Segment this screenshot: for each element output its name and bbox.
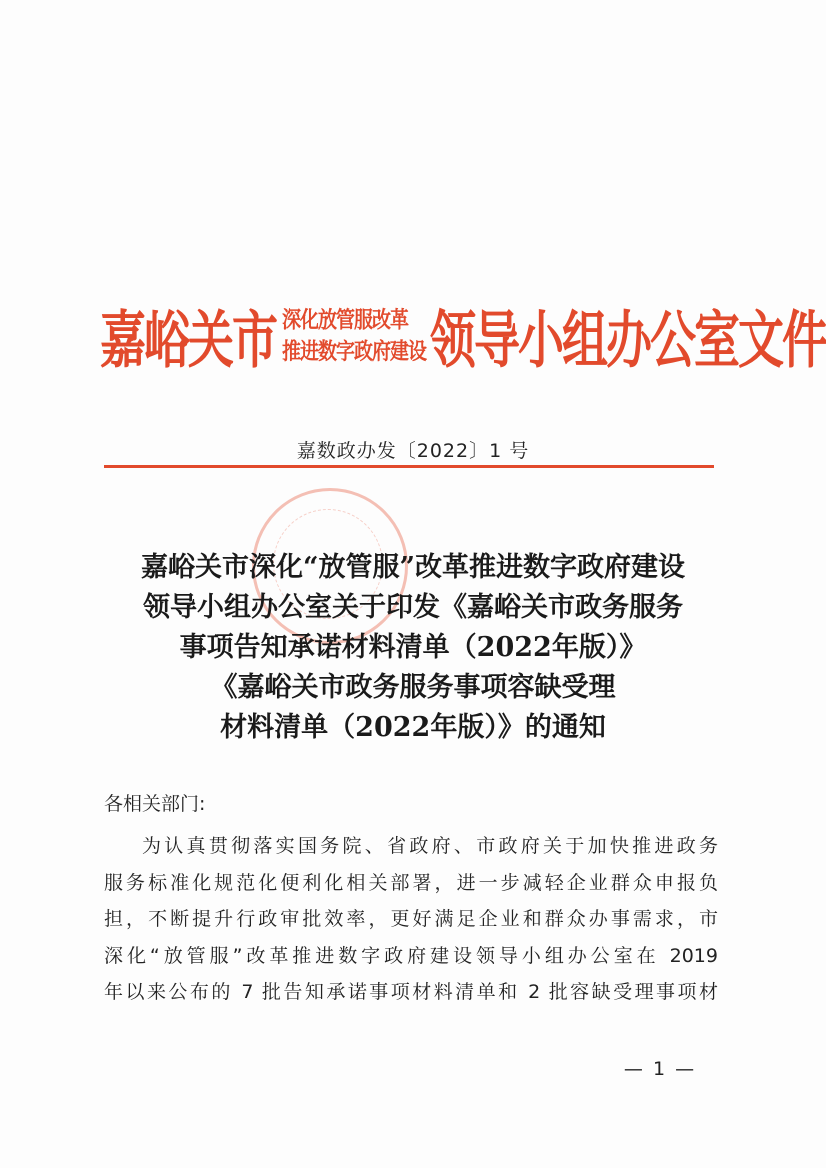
body-line: 服务标准化规范化便利化相关部署，进一步减轻企业群众申报负 [104,871,718,894]
masthead-city: 嘉峪关市 [100,303,276,377]
red-masthead [100,296,826,377]
title-line: 材料清单（2022年版）》的通知 [220,712,606,743]
masthead-office: 领导小组办公室文件 [430,303,826,377]
document-title [60,548,766,748]
page-number: — 1 — [623,1058,697,1080]
masthead-stack-top: 深化放管服改革 [282,307,409,334]
body-line: 为认真贯彻落实国务院、省政府、市政府关于加快推进政务 [142,835,718,857]
body-line: 年以来公布的 7 批告知承诺事项材料清单和 2 批容缺受理事项材 [104,981,718,1003]
document-number: 嘉数政办发〔2022〕1 号 [296,440,530,462]
masthead-stack-bottom: 推进数字政府建设 [282,338,427,365]
title-line: 事项告知承诺材料清单（2022年版）》 [179,632,647,663]
salutation: 各相关部门: [104,793,206,815]
title-line: 嘉峪关市深化“放管服”改革推进数字政府建设 [140,552,686,583]
body-paragraph [104,828,718,1011]
masthead-stack [282,305,426,367]
red-divider [104,465,714,468]
title-line: 《嘉峪关市政务服务事项容缺受理 [210,672,616,703]
body-line: 深化“放管服”改革推进数字政府建设领导小组办公室在 2019 [104,944,718,967]
body-line: 担，不断提升行政审批效率，更好满足企业和群众办事需求，市 [104,908,718,930]
title-line: 领导小组办公室关于印发《嘉峪关市政务服务 [143,592,683,623]
